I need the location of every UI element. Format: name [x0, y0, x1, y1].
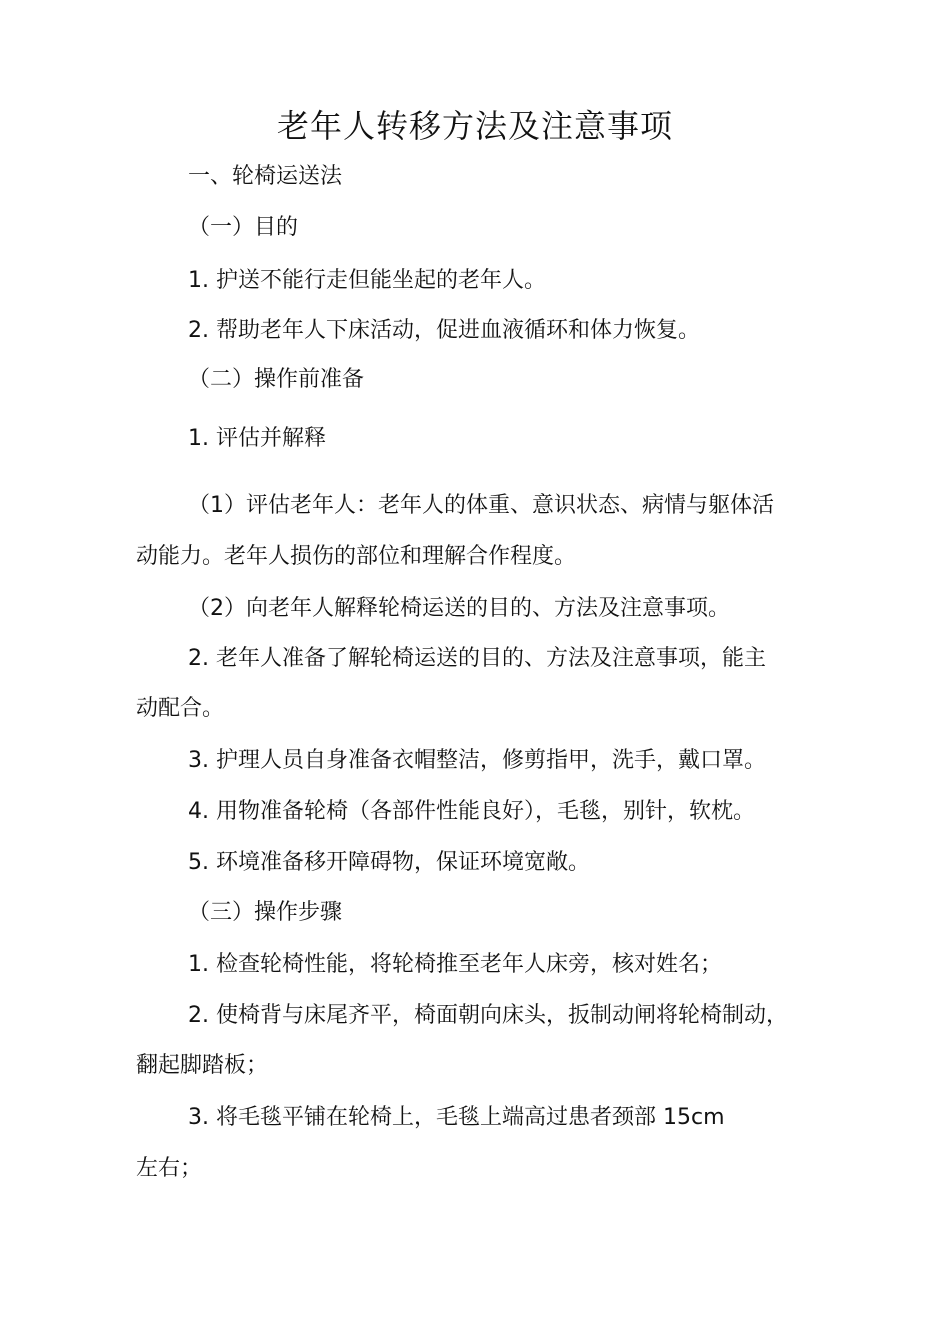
paragraph-line: 动配合。 [136, 696, 225, 721]
paragraph-line: 2. 老年人准备了解轮椅运送的目的、方法及注意事项，能主 [188, 646, 766, 671]
paragraph-line: 动能力。老年人损伤的部位和理解合作程度。 [136, 544, 577, 569]
section-heading: 一、轮椅运送法 [188, 164, 343, 189]
paragraph-line: 3. 将毛毯平铺在轮椅上，毛毯上端高过患者颈部 15cm [188, 1105, 725, 1130]
paragraph-line: 5. 环境准备移开障碍物，保证环境宽敞。 [188, 850, 590, 875]
paragraph-line: 1. 护送不能行走但能坐起的老年人。 [188, 268, 546, 293]
paragraph-line: 左右； [136, 1156, 203, 1181]
paragraph-line: 2. 使椅背与床尾齐平，椅面朝向床头，扳制动闸将轮椅制动， [188, 1003, 788, 1028]
subsection-heading: （一）目的 [188, 215, 299, 240]
paragraph-line: 翻起脚踏板； [136, 1053, 269, 1078]
paragraph-line: 4. 用物准备轮椅（各部件性能良好），毛毯，别针，软枕。 [188, 799, 755, 824]
paragraph-line: （2）向老年人解释轮椅运送的目的、方法及注意事项。 [188, 596, 730, 621]
paragraph-line: 1. 评估并解释 [188, 426, 326, 451]
paragraph-line: （1）评估老年人：老年人的体重、意识状态、病情与躯体活 [188, 493, 774, 518]
document-title: 老年人转移方法及注意事项 [276, 107, 673, 145]
paragraph-line: 2. 帮助老年人下床活动，促进血液循环和体力恢复。 [188, 318, 700, 343]
paragraph-line: 1. 检查轮椅性能，将轮椅推至老年人床旁，核对姓名； [188, 952, 722, 977]
paragraph-line: 3. 护理人员自身准备衣帽整洁，修剪指甲，洗手，戴口罩。 [188, 748, 766, 773]
subsection-heading: （二）操作前准备 [188, 367, 365, 392]
subsection-heading: （三）操作步骤 [188, 900, 343, 925]
